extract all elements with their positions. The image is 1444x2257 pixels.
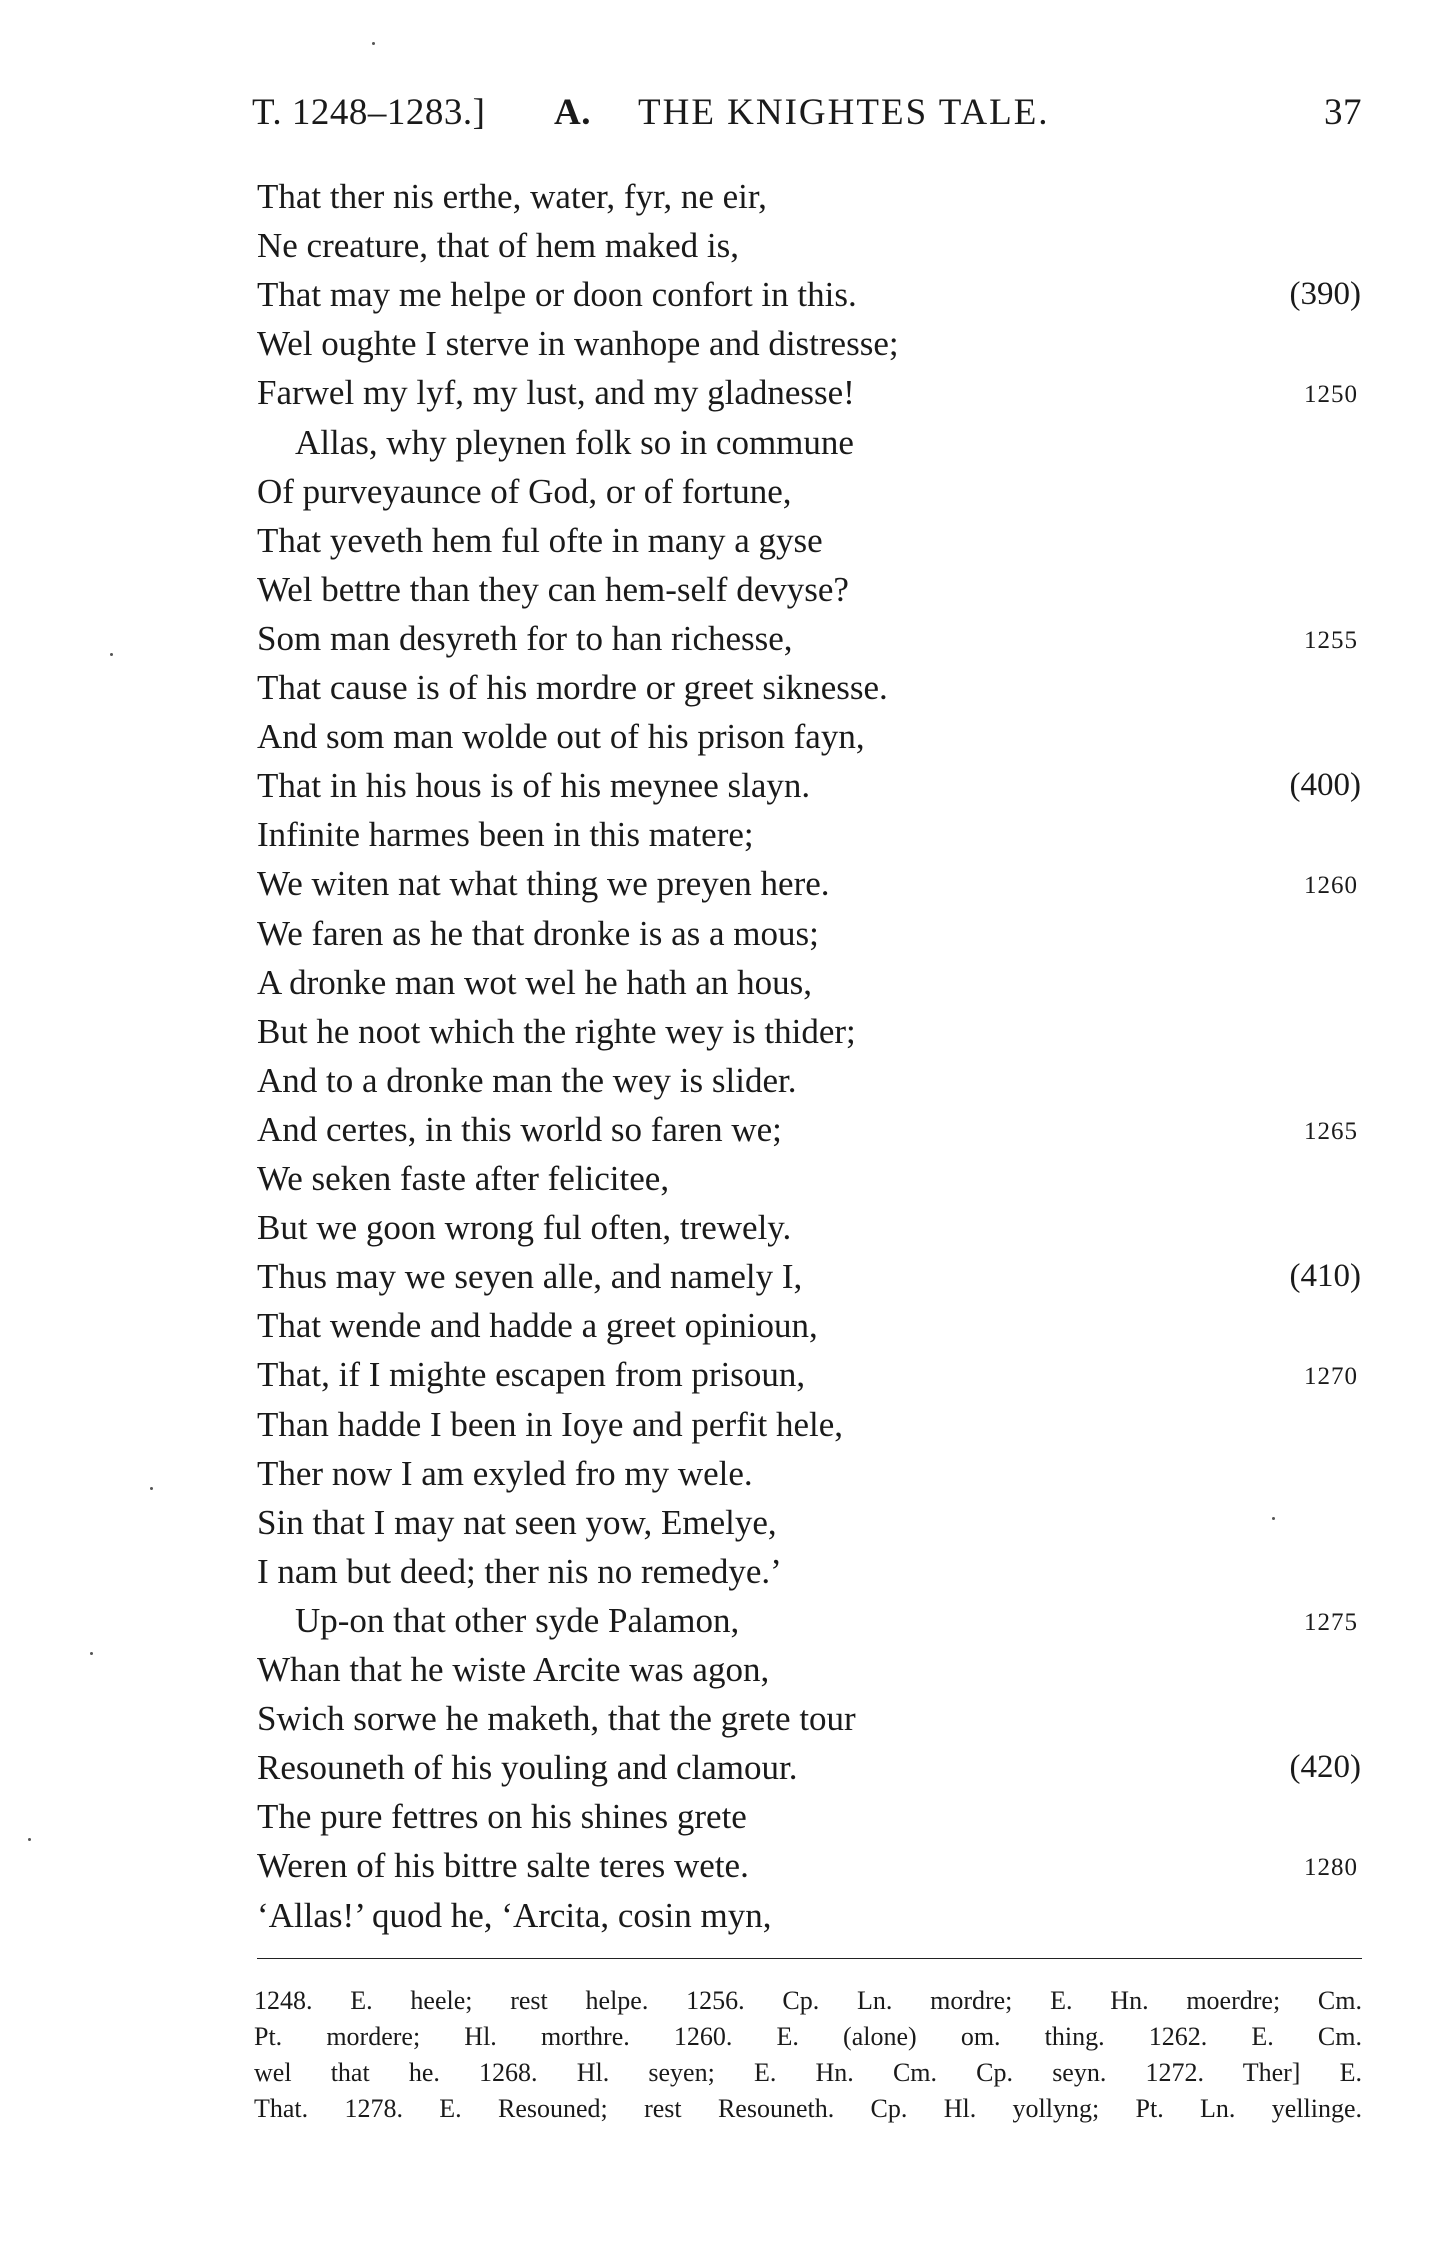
print-speck	[1272, 1517, 1275, 1520]
verse-text: Of purveyaunce of God, or of fortune,	[257, 471, 792, 511]
line-number: 1250	[1304, 381, 1358, 409]
line-number: 1270	[1304, 1363, 1358, 1391]
tale-title: THE KNIGHTES TALE.	[638, 92, 1050, 133]
verse-line	[0, 516, 1444, 565]
verse-text: That in his hous is of his meynee slayn.	[257, 766, 811, 806]
running-header	[252, 88, 1362, 138]
verse-line	[0, 221, 1444, 270]
verse-line	[0, 614, 1444, 663]
verse-line	[0, 1596, 1444, 1645]
verse-text: Whan that he wiste Arcite was agon,	[257, 1650, 770, 1689]
verse-line	[0, 712, 1444, 761]
verse-text: Weren of his bittre salte teres wete.	[257, 1846, 749, 1886]
verse-line	[0, 467, 1444, 516]
verse-line	[0, 319, 1444, 368]
verse-line	[0, 1891, 1444, 1940]
line-number: 1275	[1304, 1608, 1358, 1636]
verse-text: We seken faste after felicitee,	[257, 1159, 670, 1198]
verse-line	[0, 1301, 1444, 1350]
section-letter: A.	[554, 92, 591, 133]
verse-line	[0, 368, 1444, 417]
verse-text: That ther nis erthe, water, fyr, ne eir,	[257, 177, 767, 216]
verse-line	[0, 1350, 1444, 1399]
alt-line-number: (410)	[1289, 1258, 1361, 1295]
line-range: T. 1248–1283.]	[252, 92, 486, 133]
footnote-line: Pt. mordere; Hl. morthre. 1260. E. (alone) om. thing. 1262. E. Cm.	[254, 2022, 1362, 2051]
line-number: 1265	[1304, 1117, 1358, 1145]
footnotes	[254, 1983, 1362, 2127]
print-speck	[110, 653, 113, 656]
verse-line	[0, 1105, 1444, 1154]
verse-text: And certes, in this world so faren we;	[257, 1109, 782, 1149]
verse-text: That wende and hadde a greet opinioun,	[257, 1306, 818, 1346]
print-speck	[90, 1652, 93, 1655]
verse-line	[0, 761, 1444, 810]
verse-line	[0, 859, 1444, 908]
verse-line	[0, 270, 1444, 319]
verse-line	[0, 1694, 1444, 1743]
verse-text: I nam but deed; ther nis no remedye.’	[257, 1551, 782, 1591]
verse-line	[0, 1547, 1444, 1596]
verse-text: Som man desyreth for to han richesse,	[257, 618, 793, 658]
verse-line	[0, 1841, 1444, 1890]
verse-line	[0, 1743, 1444, 1792]
page-number: 37	[1324, 92, 1362, 133]
verse-text: Wel oughte I sterve in wanhope and distresse;	[257, 324, 899, 364]
line-number: 1255	[1304, 626, 1358, 654]
alt-line-number: (390)	[1289, 276, 1361, 313]
verse-line	[0, 1252, 1444, 1301]
verse-line	[0, 1056, 1444, 1105]
verse-text: The pure fettres on his shines grete	[257, 1797, 747, 1837]
verse-text: And som man wolde out of his prison fayn,	[257, 717, 865, 757]
verse-line	[0, 565, 1444, 614]
verse-text: That cause is of his mordre or greet siknesse.	[257, 668, 888, 707]
footnote-line: wel that he. 1268. Hl. seyen; E. Hn. Cm. Cp. seyn. 1272. Ther] E.	[254, 2058, 1362, 2087]
verse-text: Sin that I may nat seen yow, Emelye,	[257, 1502, 777, 1542]
verse-line	[0, 1449, 1444, 1498]
verse-text: Resouneth of his youling and clamour.	[257, 1748, 798, 1788]
alt-line-number: (400)	[1289, 767, 1361, 804]
verse-text: That, if I mighte escapen from prisoun,	[257, 1355, 806, 1395]
verse-text: We witen nat what thing we preyen here.	[257, 864, 830, 904]
verse-text: That may me helpe or doon confort in this.	[257, 275, 857, 315]
verse-line	[0, 1203, 1444, 1252]
verse-text: Infinite harmes been in this matere;	[257, 815, 754, 855]
verse-text: Swich sorwe he maketh, that the grete tour	[257, 1699, 856, 1739]
footnote-rule	[257, 1958, 1362, 1959]
verse-text: We faren as he that dronke is as a mous;	[257, 913, 819, 953]
verse-text: Than hadde I been in Ioye and perfit hele,	[257, 1404, 843, 1444]
line-number: 1260	[1304, 872, 1358, 900]
verse-text: But he noot which the righte wey is thider;	[257, 1011, 856, 1051]
verse-text: Ne creature, that of hem maked is,	[257, 226, 740, 266]
verse-line	[0, 909, 1444, 958]
verse-line	[0, 172, 1444, 221]
print-speck	[372, 42, 375, 45]
verse-text: ‘Allas!’ quod he, ‘Arcita, cosin myn,	[257, 1895, 772, 1935]
verse-line	[0, 1498, 1444, 1547]
verse-line	[0, 1645, 1444, 1694]
verse-line	[0, 1792, 1444, 1841]
verse-text: Farwel my lyf, my lust, and my gladnesse!	[257, 373, 855, 413]
verse-line	[0, 1154, 1444, 1203]
verse-line	[0, 1007, 1444, 1056]
verse-text: Thus may we seyen alle, and namely I,	[257, 1257, 803, 1297]
print-speck	[28, 1838, 31, 1841]
verse-text: That yeveth hem ful ofte in many a gyse	[257, 520, 823, 560]
verse-line	[0, 1400, 1444, 1449]
verse-text: Allas, why pleynen folk so in commune	[295, 422, 854, 462]
footnote-line: 1248. E. heele; rest helpe. 1256. Cp. Ln. mordre; E. Hn. moerdre; Cm.	[254, 1986, 1362, 2015]
verse-text: Wel bettre than they can hem-self devyse?	[257, 569, 849, 609]
verse-line	[0, 810, 1444, 859]
verse-text: Ther now I am exyled fro my wele.	[257, 1453, 753, 1493]
verse-text: And to a dronke man the wey is slider.	[257, 1060, 797, 1100]
alt-line-number: (420)	[1289, 1749, 1361, 1786]
verse-text: But we goon wrong ful often, trewely.	[257, 1208, 792, 1248]
verse-line	[0, 663, 1444, 712]
verse-text: Up-on that other syde Palamon,	[295, 1600, 740, 1640]
print-speck	[150, 1487, 153, 1490]
verse-text: A dronke man wot wel he hath an hous,	[257, 962, 813, 1002]
verse-line	[0, 418, 1444, 467]
footnote-line: That. 1278. E. Resouned; rest Resouneth. Cp. Hl. yollyng; Pt. Ln. yellinge.	[254, 2094, 1362, 2123]
verse-line	[0, 958, 1444, 1007]
line-number: 1280	[1304, 1854, 1358, 1882]
